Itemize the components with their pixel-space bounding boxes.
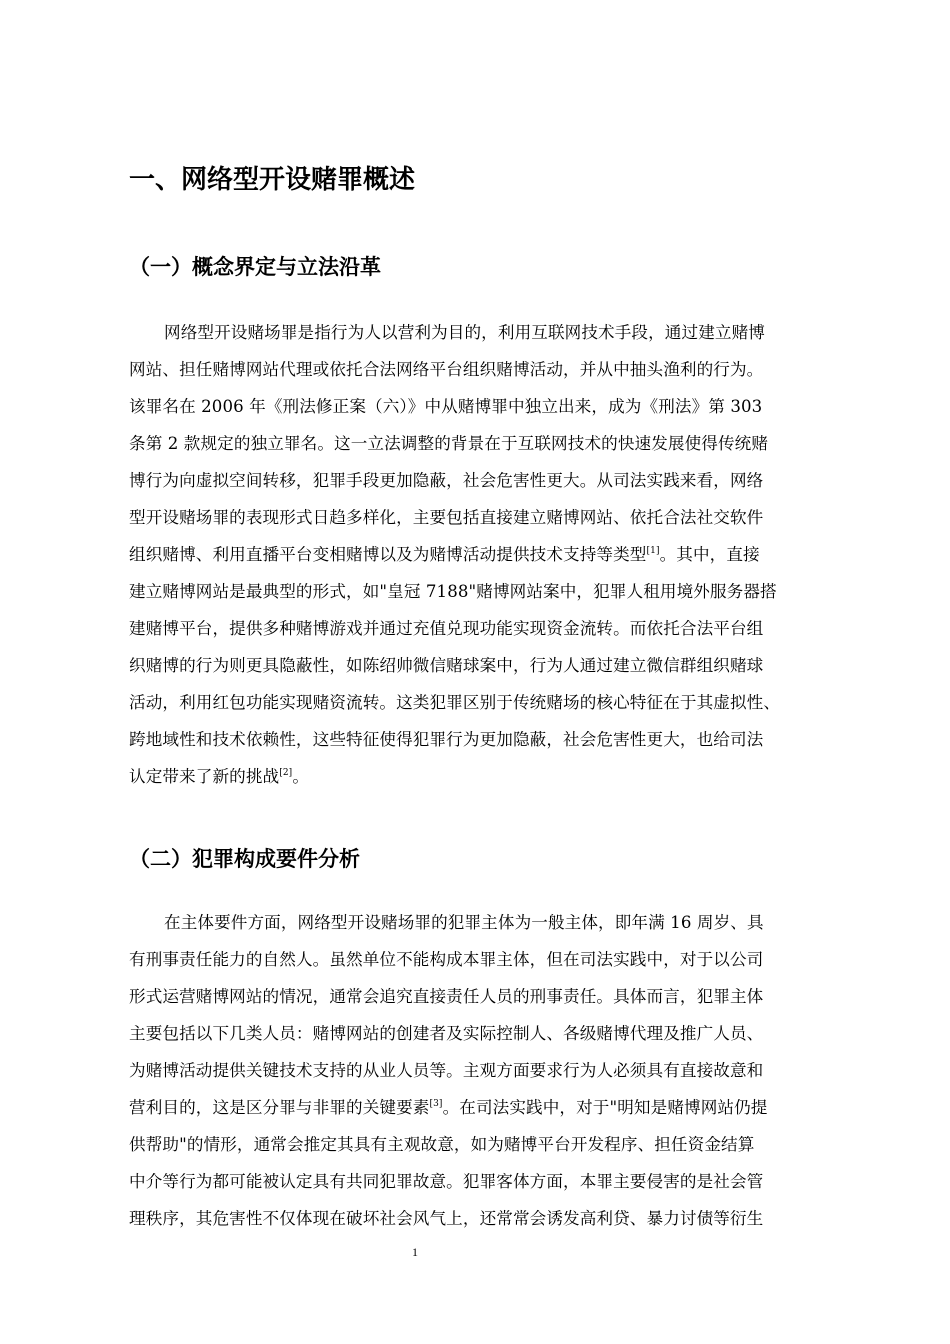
text-line: 建立赌博网站是最典型的形式，如"皇冠 7188"赌博网站案中，犯罪人租用境外服务器搭	[129, 582, 777, 601]
paragraph-elements	[129, 904, 767, 1237]
text-line: 中介等行为都可能被认定具有共同犯罪故意。犯罪客体方面，本罪主要侵害的是社会管	[129, 1172, 764, 1191]
citation-ref-1: [1]	[646, 546, 660, 556]
text-line-with-citation	[129, 1089, 767, 1126]
text-fragment: 认定带来了新的挑战	[129, 767, 280, 786]
text-line: 形式运营赌博网站的情况，通常会追究直接责任人员的刑事责任。具体而言，犯罪主体	[129, 987, 764, 1006]
text-line: 网站、担任赌博网站代理或依托合法网络平台组织赌博活动，并从中抽头渔利的行为。	[129, 360, 764, 379]
text-line: 跨地域性和技术依赖性，这些特征使得犯罪行为更加隐蔽，社会危害性更大，也给司法	[129, 730, 764, 749]
paragraph-concept	[129, 314, 780, 795]
text-line: 网络型开设赌场罪是指行为人以营利为目的，利用互联网技术手段，通过建立赌博	[164, 323, 765, 342]
text-line-with-citation	[129, 758, 780, 795]
section-title-elements: （二）犯罪构成要件分析	[129, 847, 360, 871]
text-fragment: 。	[292, 767, 310, 786]
chapter-title: 一、网络型开设赌罪概述	[129, 165, 416, 195]
text-line-with-citation	[129, 536, 780, 573]
text-line: 有刑事责任能力的自然人。虽然单位不能构成本罪主体，但在司法实践中，对于以公司	[129, 950, 764, 969]
section-title-concept: （一）概念界定与立法沿革	[129, 255, 381, 279]
text-fragment: 营利目的，这是区分罪与非罪的关键要素	[129, 1098, 430, 1117]
text-line: 主要包括以下几类人员：赌博网站的创建者及实际控制人、各级赌博代理及推广人员、	[129, 1024, 764, 1043]
text-line: 在主体要件方面，网络型开设赌场罪的犯罪主体为一般主体，即年满 16 周岁、具	[164, 913, 764, 932]
text-line: 供帮助"的情形，通常会推定其具有主观故意，如为赌博平台开发程序、担任资金结算	[129, 1135, 755, 1154]
citation-ref-2: [2]	[279, 768, 293, 778]
text-line: 条第 2 款规定的独立罪名。这一立法调整的背景在于互联网技术的快速发展使得传统赌	[129, 434, 769, 453]
text-line: 该罪名在 2006 年《刑法修正案（六）》中从赌博罪中独立出来，成为《刑法》第 303	[129, 397, 763, 416]
text-line: 为赌博活动提供关键技术支持的从业人员等。主观方面要求行为人必须具有直接故意和	[129, 1061, 764, 1080]
text-fragment: 组织赌博、利用直播平台变相赌博以及为赌博活动提供技术支持等类型	[129, 545, 647, 564]
text-line: 型开设赌场罪的表现形式日趋多样化，主要包括直接建立赌博网站、依托合法社交软件	[129, 508, 764, 527]
text-line: 活动，利用红包功能实现赌资流转。这类犯罪区别于传统赌场的核心特征在于其虚拟性、	[129, 693, 781, 712]
text-line: 理秩序，其危害性不仅体现在破坏社会风气上，还常常会诱发高利贷、暴力讨债等衍生	[129, 1209, 764, 1228]
text-line: 织赌博的行为则更具隐蔽性，如陈绍帅微信赌球案中，行为人通过建立微信群组织赌球	[129, 656, 764, 675]
text-line: 建赌博平台，提供多种赌博游戏并通过充值兑现功能实现资金流转。而依托合法平台组	[129, 619, 764, 638]
text-fragment: 。其中，直接	[659, 545, 760, 564]
citation-ref-3: [3]	[429, 1099, 443, 1109]
text-fragment: 。在司法实践中，对于"明知是赌博网站仍提	[442, 1098, 768, 1117]
page-number: 1	[412, 1245, 418, 1259]
text-line: 博行为向虚拟空间转移，犯罪手段更加隐蔽，社会危害性更大。从司法实践来看，网络	[129, 471, 764, 490]
